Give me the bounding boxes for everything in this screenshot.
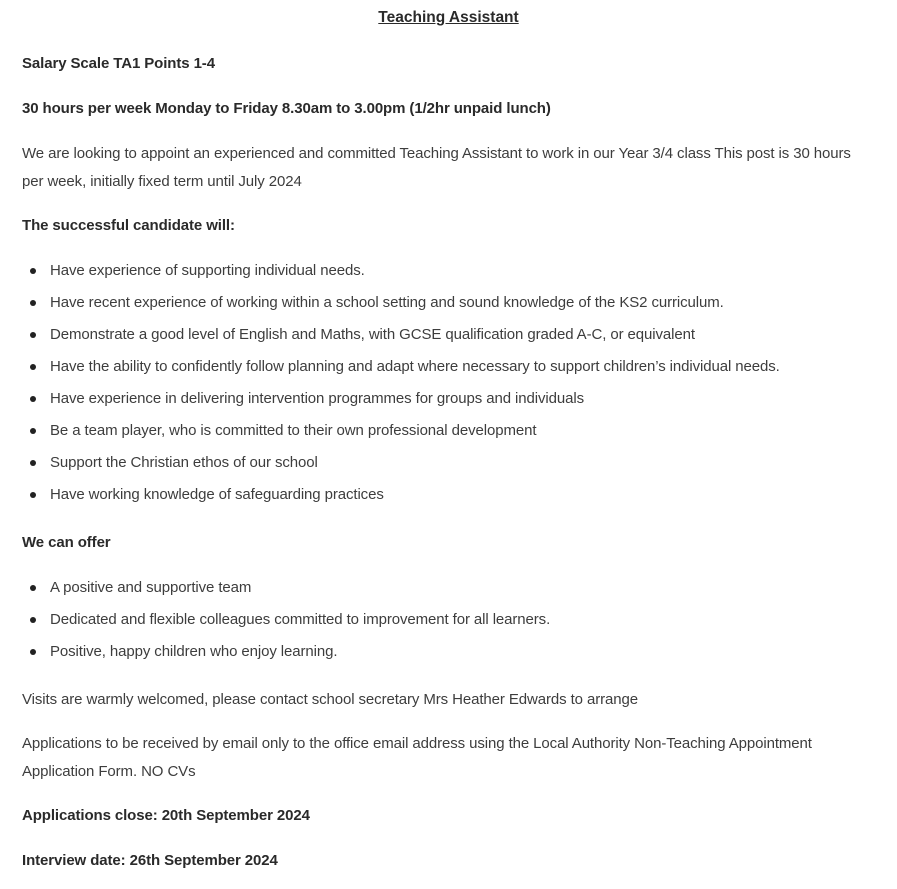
bullet-icon	[30, 396, 36, 402]
list-item-text: Positive, happy children who enjoy learning.	[50, 643, 338, 660]
list-item-text: Have experience of supporting individual needs.	[50, 262, 365, 279]
bullet-icon	[30, 300, 36, 306]
offer-list	[22, 572, 550, 668]
list-item	[22, 479, 780, 511]
list-item	[22, 604, 550, 636]
salary-scale: Salary Scale TA1 Points 1-4	[22, 55, 215, 72]
list-item-text: Have the ability to confidently follow planning and adapt where necessary to support children’s individual needs.	[50, 358, 780, 375]
list-item	[22, 383, 780, 415]
list-item-text: Support the Christian ethos of our school	[50, 454, 318, 471]
bullet-icon	[30, 492, 36, 498]
bullet-icon	[30, 617, 36, 623]
applications-paragraph: Applications to be received by email only to the office email address using the Local Authority Non-Teaching Appointment Application Form. NO CVs	[22, 735, 812, 780]
list-item-text: Dedicated and flexible colleagues committed to improvement for all learners.	[50, 611, 551, 628]
bullet-icon	[30, 268, 36, 274]
offer-heading: We can offer	[22, 534, 111, 551]
list-item-text: Be a team player, who is committed to their own professional development	[50, 422, 537, 439]
bullet-icon	[30, 332, 36, 338]
list-item-text: Have working knowledge of safeguarding practices	[50, 486, 384, 503]
list-item-text: Have experience in delivering intervention programmes for groups and individuals	[50, 390, 584, 407]
list-item-text: Have recent experience of working within a school setting and sound knowledge of the KS2 curriculum.	[50, 294, 724, 311]
list-item	[22, 447, 780, 479]
working-hours: 30 hours per week Monday to Friday 8.30am to 3.00pm (1/2hr unpaid lunch)	[22, 100, 551, 117]
applications-close-date: Applications close: 20th September 2024	[22, 807, 310, 824]
bullet-icon	[30, 460, 36, 466]
list-item	[22, 415, 780, 447]
list-item-text: Demonstrate a good level of English and Maths, with GCSE qualification graded A-C, or equivalent	[50, 326, 695, 343]
list-item	[22, 287, 780, 319]
list-item	[22, 636, 550, 668]
list-item-text: A positive and supportive team	[50, 579, 252, 596]
intro-paragraph: We are looking to appoint an experienced and committed Teaching Assistant to work in our Year 3/4 class This post is 30 hours per week, initially fixed term until July 2024	[22, 145, 851, 190]
bullet-icon	[30, 649, 36, 655]
list-item	[22, 572, 550, 604]
list-item	[22, 255, 780, 287]
list-item	[22, 351, 780, 383]
page-title: Teaching Assistant	[378, 9, 519, 26]
candidate-heading: The successful candidate will:	[22, 217, 235, 234]
interview-date: Interview date: 26th September 2024	[22, 852, 278, 869]
visits-paragraph: Visits are warmly welcomed, please contact school secretary Mrs Heather Edwards to arrange	[22, 691, 638, 708]
list-item	[22, 319, 780, 351]
bullet-icon	[30, 364, 36, 370]
bullet-icon	[30, 585, 36, 591]
bullet-icon	[30, 428, 36, 434]
candidate-requirements-list	[22, 255, 780, 511]
